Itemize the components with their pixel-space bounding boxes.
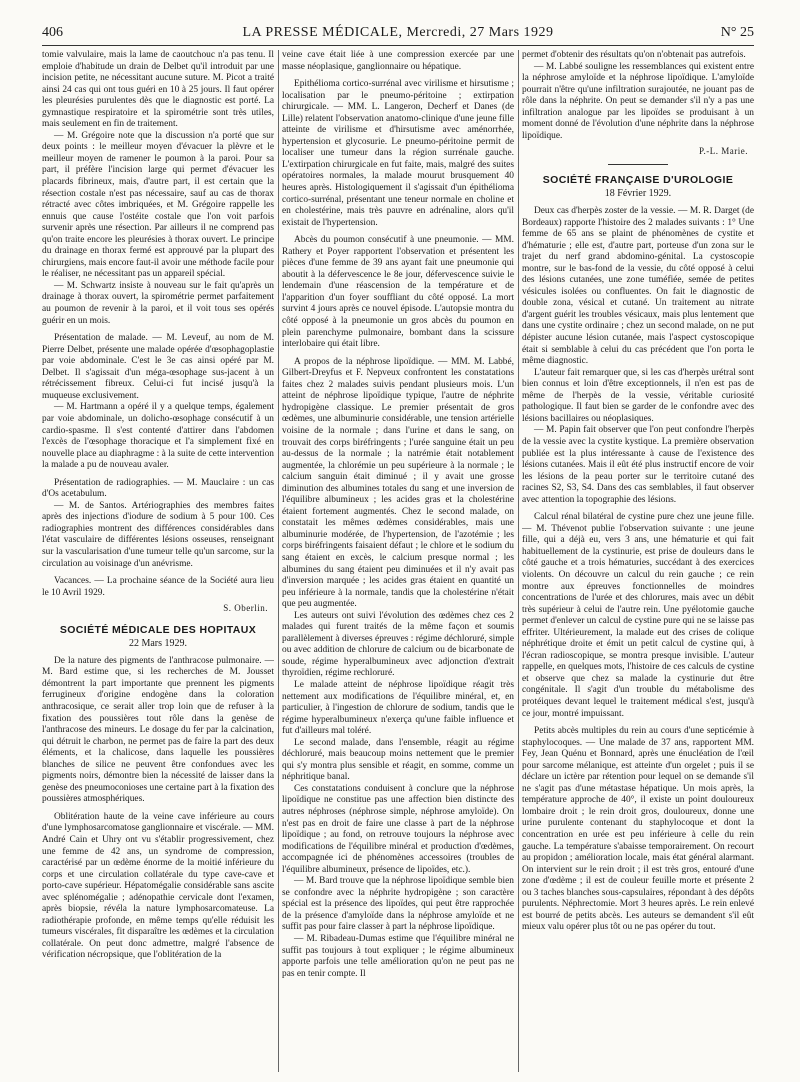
paragraph: veine cave était liée à une compression exercée par une masse néoplasique, ganglionnaire ou hépatique. bbox=[282, 50, 514, 72]
paragraph: Epithélioma cortico-surrénal avec virilisme et hirsutisme ; localisation par le pneumo-péritoine ; extirpation chirurgicale. — MM. L. Langeron, Decherf et Danes (de Lille) relatent l'observation anatomo-clinique d'une jeune fille atteinte de virilisme et d'hirsutisme avec aménorrhée, hypertension et glycosurie. Le pneumo-péritoine permit de localiser une tumeur dans la région surrénale gauche. L'extirpation chirurgicale en fut faite, mais, malgré des suites opératoires normales, la malade mourut brusquement 40 heures après. Histologiquement il s'agissait d'un épithélioma cortico-surrénal, présentant une teneur normale en choline et en cholestérine, mais très pauvre en adrénaline, alors qu'il existait de l'hypertension. bbox=[282, 79, 514, 228]
separator-rule bbox=[608, 164, 668, 165]
column-3 bbox=[522, 50, 754, 1075]
paragraph: Les auteurs ont suivi l'évolution des œdèmes chez ces 2 malades qui furent traités de la même façon et soumis parallèlement à diverses épreuves : régime déchloruré, simple ou avec addition de chlorure de calcium ou de bicarbonate de soude, régime hyperalbumineux avec adjonction d'extrait thyroïdien, régime rechloruré. bbox=[282, 610, 514, 679]
section-date: 22 Mars 1929. bbox=[128, 638, 188, 650]
header-rule bbox=[42, 45, 754, 46]
paragraph: Ces constatations conduisent à conclure que la néphrose lipoïdique ne constitue pas une affection bien distincte des autres néphroses (néphrose simple, néphrose amyloïde). On n'est pas en droit de faire une classe à part de la néphrose lipoïdique ; au fond, on retrouve toujours la néphrose avec modifications de l'équilibre minéral et production d'œdèmes, accompagnée ici de phénomènes accessoires (troubles de l'équilibre albumineux, présence de lipoïdes, etc.). bbox=[282, 783, 514, 875]
column-1 bbox=[42, 50, 274, 1075]
paragraph: — M. Papin fait observer que l'on peut confondre l'herpès de la vessie avec la cystite kystique. La première observation publiée est la plus intéressante à cause de l'existence des lésions cutanées. Mais il eût été plus instructif encore de voir les lésions de la peau porter sur le territoire cutané des racines S2, S3, S4. Dans des cas semblables, il faut observer avec attention la topographie des lésions. bbox=[522, 425, 754, 505]
issue-number: N° 25 bbox=[720, 25, 754, 40]
section-heading: SOCIÉTÉ FRANÇAISE D'UROLOGIE bbox=[542, 173, 734, 186]
paragraph: Présentation de radiographies. — M. Mauclaire : un cas d'Os acetabulum. bbox=[42, 477, 274, 500]
paragraph: Le second malade, dans l'ensemble, réagit au régime déchloruré, mais beaucoup moins nettement que le premier qui s'y montra plus sensible et réagit, en somme, comme un néphritique banal. bbox=[282, 737, 514, 783]
paragraph: — M. Bard trouve que la néphrose lipoïdique semble bien se confondre avec la néphrite hydropigène ; son caractère spécial est la présence des lipoïdes, qui peut être rapprochée de la présence d'amyloïde dans la néphrose amyloïde et ne suffit pas pour faire classer à part la néphrose lipoïdique. bbox=[282, 876, 514, 933]
signature: S. Oberlin. bbox=[223, 603, 268, 614]
paragraph: Vacances. — La prochaine séance de la Société aura lieu le 10 Avril 1929. bbox=[42, 576, 274, 598]
page-header bbox=[42, 24, 754, 42]
paragraph: A propos de la néphrose lipoïdique. — MM. M. Labbé, Gilbert-Dreyfus et F. Nepveux confrontent les constatations faites chez 2 malades suivis pendant plusieurs mois. L'un atteint de néphrose lipoïdique typique, l'autre de néphrite hydropigène classique. Le premier présentait de gros œdèmes, une albuminurie considérable, une tension artérielle voisine de la normale ; dans l'urine et dans le sang, on trouvait des corps biréfringents ; l'urée sanguine était un peu au-dessus de la normale ; la natrémie était notablement augmentée, la chlorémie un peu supérieure à la normale ; le calcium sanguin était diminué ; il y avait une grosse diminution des albumines totales du sang et une inversion de l'équilibre albumineux ; les acides gras et la cholestérine étaient fortement augmentés. Chez le second malade, on constatait les mêmes œdèmes considérables, mais une albuminurie modérée, de l'hypertension, de l'azotémie ; les corps biréfringents faisaient défaut ; le chlore et le sodium du sang étaient en excès, le calcium presque normal ; les albumines du sang étaient peu diminuées et il n'y avait pas d'inversion marquée ; les acides gras étaient en quantité un peu inférieure à la normale, tandis que la cholestérine n'était que peu augmentée. bbox=[282, 356, 514, 610]
paragraph: — M. Ribadeau-Dumas estime que l'équilibre minéral ne suffit pas toujours à tout expliquer ; le régime albumineux apporte parfois une telle amélioration qu'on ne peut pas ne pas en tenir compte. Il bbox=[282, 934, 514, 979]
paragraph: — M. de Santos. Artériographies des membres faites après des injections d'iodure de sodium à 5 pour 100. Ces radiographies montrent des différences considérables dans l'état vasculaire de différentes lésions osseuses, renseignant sur la vascularisation d'une tumeur telle qu'un sarcome, sur la circulation au voisinage d'un anévrisme. bbox=[42, 500, 274, 569]
paragraph: — M. Schwartz insiste à nouveau sur le fait qu'après un drainage à thorax ouvert, la spirométrie permet parfaitement au poumon de revenir à la paroi, et il voit tous ses opérés guérir en un mois. bbox=[42, 280, 274, 326]
page-number: 406 bbox=[42, 25, 63, 40]
paragraph: Présentation de malade. — M. Leveuf, au nom de M. Pierre Delbet, présente une malade opérée d'œsophagoplastie par voie abdominale. C'est le 3e cas ainsi opéré par M. Delbet. Il s'agissait d'un méga-œsophage sus-jacent à un rétrécissement fibreux. Celui-ci fut incisé jusqu'à la muqueuse exclusivement. bbox=[42, 333, 274, 401]
paragraph: Le malade atteint de néphrose lipoïdique réagit très nettement aux modifications de l'équilibre minéral, et, en particulier, à l'ingestion de chlorure de sodium, tandis que le régime hyperalbumineux n'exerça qu'une faible influence et fut d'ailleurs mal toléré. bbox=[282, 679, 514, 737]
paragraph: Abcès du poumon consécutif à une pneumonie. — MM. Rathery et Poyer rapportent l'observation et présentent les pièces d'une femme de 39 ans ayant fait une pneumonie qui aboutit à la défervescence le 8e jour, défervescence suivie le lendemain d'une réascension de la température et de l'apparition d'un foyer souffliant du côté opposé. La mort survint 4 jours après ce nouvel épisode. L'autopsie montra du côté opposé à la pneumonie un gros abcès du poumon en plein parenchyme pulmonaire, bombant dans la scissure interlobaire qui était libre. bbox=[282, 235, 514, 350]
journal-title: LA PRESSE MÉDICALE, Mercredi, 27 Mars 1929 bbox=[242, 25, 554, 40]
paragraph: — M. Grégoire note que la discussion n'a porté que sur deux points : le meilleur moyen d'évacuer la plèvre et le meilleur moyen de ramener le poumon à la paroi. Pour sa part, il préfère l'incision large qui permet d'évacuer les placards fibrineux, mais, d'autre part, il est certain que la résection costale n'est pas nécessaire, sauf au cas de thorax rétracté avec côtes imbriquées, et M. Grégoire rappelle les ennuis que cause l'ostéite costale que l'on voit parfois survenir après une résection. Par ailleurs il ne comprend pas qu'on traite encore les pleurésies à thorax ouvert. Le principe du drainage en thorax fermé est approuvé par la plupart des chirurgiens, mais encore faut-il avoir une méthode facile pour le réaliser, ne nécessitant pas un appareil spécial. bbox=[42, 130, 274, 280]
paragraph: — M. Hartmann a opéré il y a quelque temps, également par voie abdominale, un dolicho-œsophage consécutif à un cardio-spasme. Il s'est contenté d'attirer dans l'abdomen l'excès de l'œsophage thoracique et l'a simplement fixé en nouvelle place au diaphragme : à la suite de cette intervention la malade a pu de nouveau avaler. bbox=[42, 402, 274, 471]
paragraph: De la nature des pigments de l'anthracose pulmonaire. — M. Bard estime que, si les recherches de M. Jousset démontrent la part importante que prennent les pigments ferrugineux d'origine endogène dans la coloration anthracosique, ce serait aller trop loin que de refuser à la fixation des poussières tout rôle dans la genèse de l'anthracose des mineurs. Le dosage du fer par la calcination, qui détruit le charbon, ne permet pas de faire la part des deux éléments, et la chalicose, dans laquelle les poussières blanches de silice ne peuvent être confondues avec les pigments noirs, démontre bien la nécessité de laisser dans la genèse des pneumoconioses une certaine part à la fixation des poussières atmosphériques. bbox=[42, 655, 274, 805]
section-heading: SOCIÉTÉ MÉDICALE DES HOPITAUX bbox=[59, 623, 257, 636]
paragraph: permet d'obtenir des résultats qu'on n'obtenait pas autrefois. bbox=[522, 50, 746, 60]
column-2 bbox=[282, 50, 514, 1075]
paragraph: tomie valvulaire, mais la lame de caoutchouc n'a pas tenu. Il emploie d'habitude un drain de Delbet qu'il introduit par une incision petite, ne nécessitant aucune suture. M. Picot a traité ainsi 24 cas qui ont tous guéri en 10 à 25 jours. Il faut opérer les pleurésies purulentes dès que le diagnostic est porté. La gymnastique respiratoire et la spirométrie sont très utiles, mais seulement en fin de traitement. bbox=[42, 50, 274, 130]
paragraph: Oblitération haute de la veine cave inférieure au cours d'une lymphosarcomatose ganglionnaire et viscérale. — MM. André Cain et Uhry ont vu s'établir progressivement, chez une femme de 42 ans, un syndrome de compression, caractérisé par un œdème énorme de la moitié inférieure du corps et une circulation collatérale du type cave-cave et porto-cave supérieur. Hépatomégalie considérable sans ascite avec splénomégalie ; adénopathie cervicale dont l'examen, après biopsie, révéla la nature lymphosarcomateuse. La radiothérapie profonde, en même temps qu'elle réduisit les tumeurs viscérales, fit disparaître les œdèmes et la circulation collatérale. On peut donc admettre, malgré l'absence de vérification nécropsique, que l'oblitération de la bbox=[42, 811, 274, 961]
paragraph: Calcul rénal bilatéral de cystine pure chez une jeune fille. — M. Thévenot publie l'observation suivante : une jeune fille, qui a déjà eu, vers 3 ans, une hématurie et qui fait habituellement de la cystinurie, est prise de douleurs dans le côté gauche et a trois hématuries, succédant à des exercices violents. On découvre un calcul du rein gauche ; ce rein montre aux épreuves fonctionnelles de moindres concentrations de l'urée et des chlorures, mais avec un débit très supérieur à celui de l'autre rein. Une pyélotomie gauche permet d'enlever un calcul de cystine pure qui ne se laisse pas effriter. Ultérieurement, la malade eut des crises de colique néphrétique droite et émit un petit calcul de cystine qui, à l'écran radioscopique, se montra presque invisible. L'auteur rappelle, en quelques mots, l'histoire de ces calculs de cystine et observe que chez sa malade la cystinurie dut être congénitale. Il s'agit d'un trouble du métabolisme des protéiques devant lequel le traitement médical s'est, jusqu'à ce jour, montré impuissant. bbox=[522, 512, 754, 719]
column-divider bbox=[518, 50, 519, 1072]
section-date: 18 Février 1929. bbox=[604, 188, 672, 200]
column-divider bbox=[278, 50, 279, 1072]
paragraph: L'auteur fait remarquer que, si les cas d'herpès urétral sont bien connus et loin d'être exceptionnels, il n'en est pas de même de l'herpès de la vessie, véritable curiosité pathologique. Il faut bien se garder de le confondre avec des lésions bacillaires ou néoplasiques. bbox=[522, 367, 754, 424]
paragraph: — M. Labbé souligne les ressemblances qui existent entre la néphrose amyloïde et la néphrose lipoïdique. L'amyloïde pourrait n'être qu'une infiltration surajoutée, ne jouant pas de rôle dans la néphrite. On peut se demander s'il n'y a pas une infiltration analogue par les lipoïdes se produisant à un moment donné de l'évolution d'une néphrite dans la néphrose lipoïdique. bbox=[522, 61, 754, 141]
paragraph: Petits abcès multiples du rein au cours d'une septicémie à staphylocoques. — Une malade de 37 ans, rapportent MM. Fey, Jean Quénu et Bonnard, après une énucléation de l'œil pour sarcome mélanique, est atteinte d'un orgelet ; puis il se déclare un ictère par rétention pour lequel on se demande s'il ne s'agit pas d'une métastase hépatique. Un mois après, la température approche de 40°, il existe un point douloureux lombaire droit ; le rein droit gros, douloureux, donne une urine purulente contenant du staphylocoque et dont la concentration en urée est peu inférieure à celle du rein gauche. La température s'abaisse temporairement. On recourt au propidon ; amélioration locale, mais état général alarmant. On intervient sur le rein droit ; il est très gros, entouré d'une zone d'œdème ; il est de couleur feuille morte et présente 2 ou 3 taches blanches sous-capsulaires, répondant à des dépôts purulents. Néphrectomie. Mort 3 heures après. Le rein enlevé est bourré de petits abcès. Les auteurs se demandent s'il eût mieux valu opérer plus tôt ou ne pas opérer du tout. bbox=[522, 726, 754, 933]
signature: P.-L. Marie. bbox=[699, 146, 748, 157]
paragraph: Deux cas d'herpès zoster de la vessie. — M. R. Darget (de Bordeaux) rapporte l'histoire des 2 malades suivants : 1° Une femme de 65 ans se plaint de phénomènes de cystite et d'hématurie ; elle est, d'autre part, porteuse d'un zona sur le trajet du nerf grand abdomino-génital. La cystoscopie montre, sur le bas-fond de la vessie, du côté opposé à celui des lésions cutanées, une zone tuméfiée, semée de petites vésicules isolées ou confluentes. On fait le diagnostic de double zona, vésical et cutané. Un traitement au nitrate d'argent guérit les troubles vésicaux, mais plus lentement que dans une cystite ordinaire ; chez un second malade, on ne put dépister aucune lésion cutanée, mais l'aspect cystoscopique était si semblable à celui du cas précédent que l'on porta le même diagnostic. bbox=[522, 206, 754, 367]
